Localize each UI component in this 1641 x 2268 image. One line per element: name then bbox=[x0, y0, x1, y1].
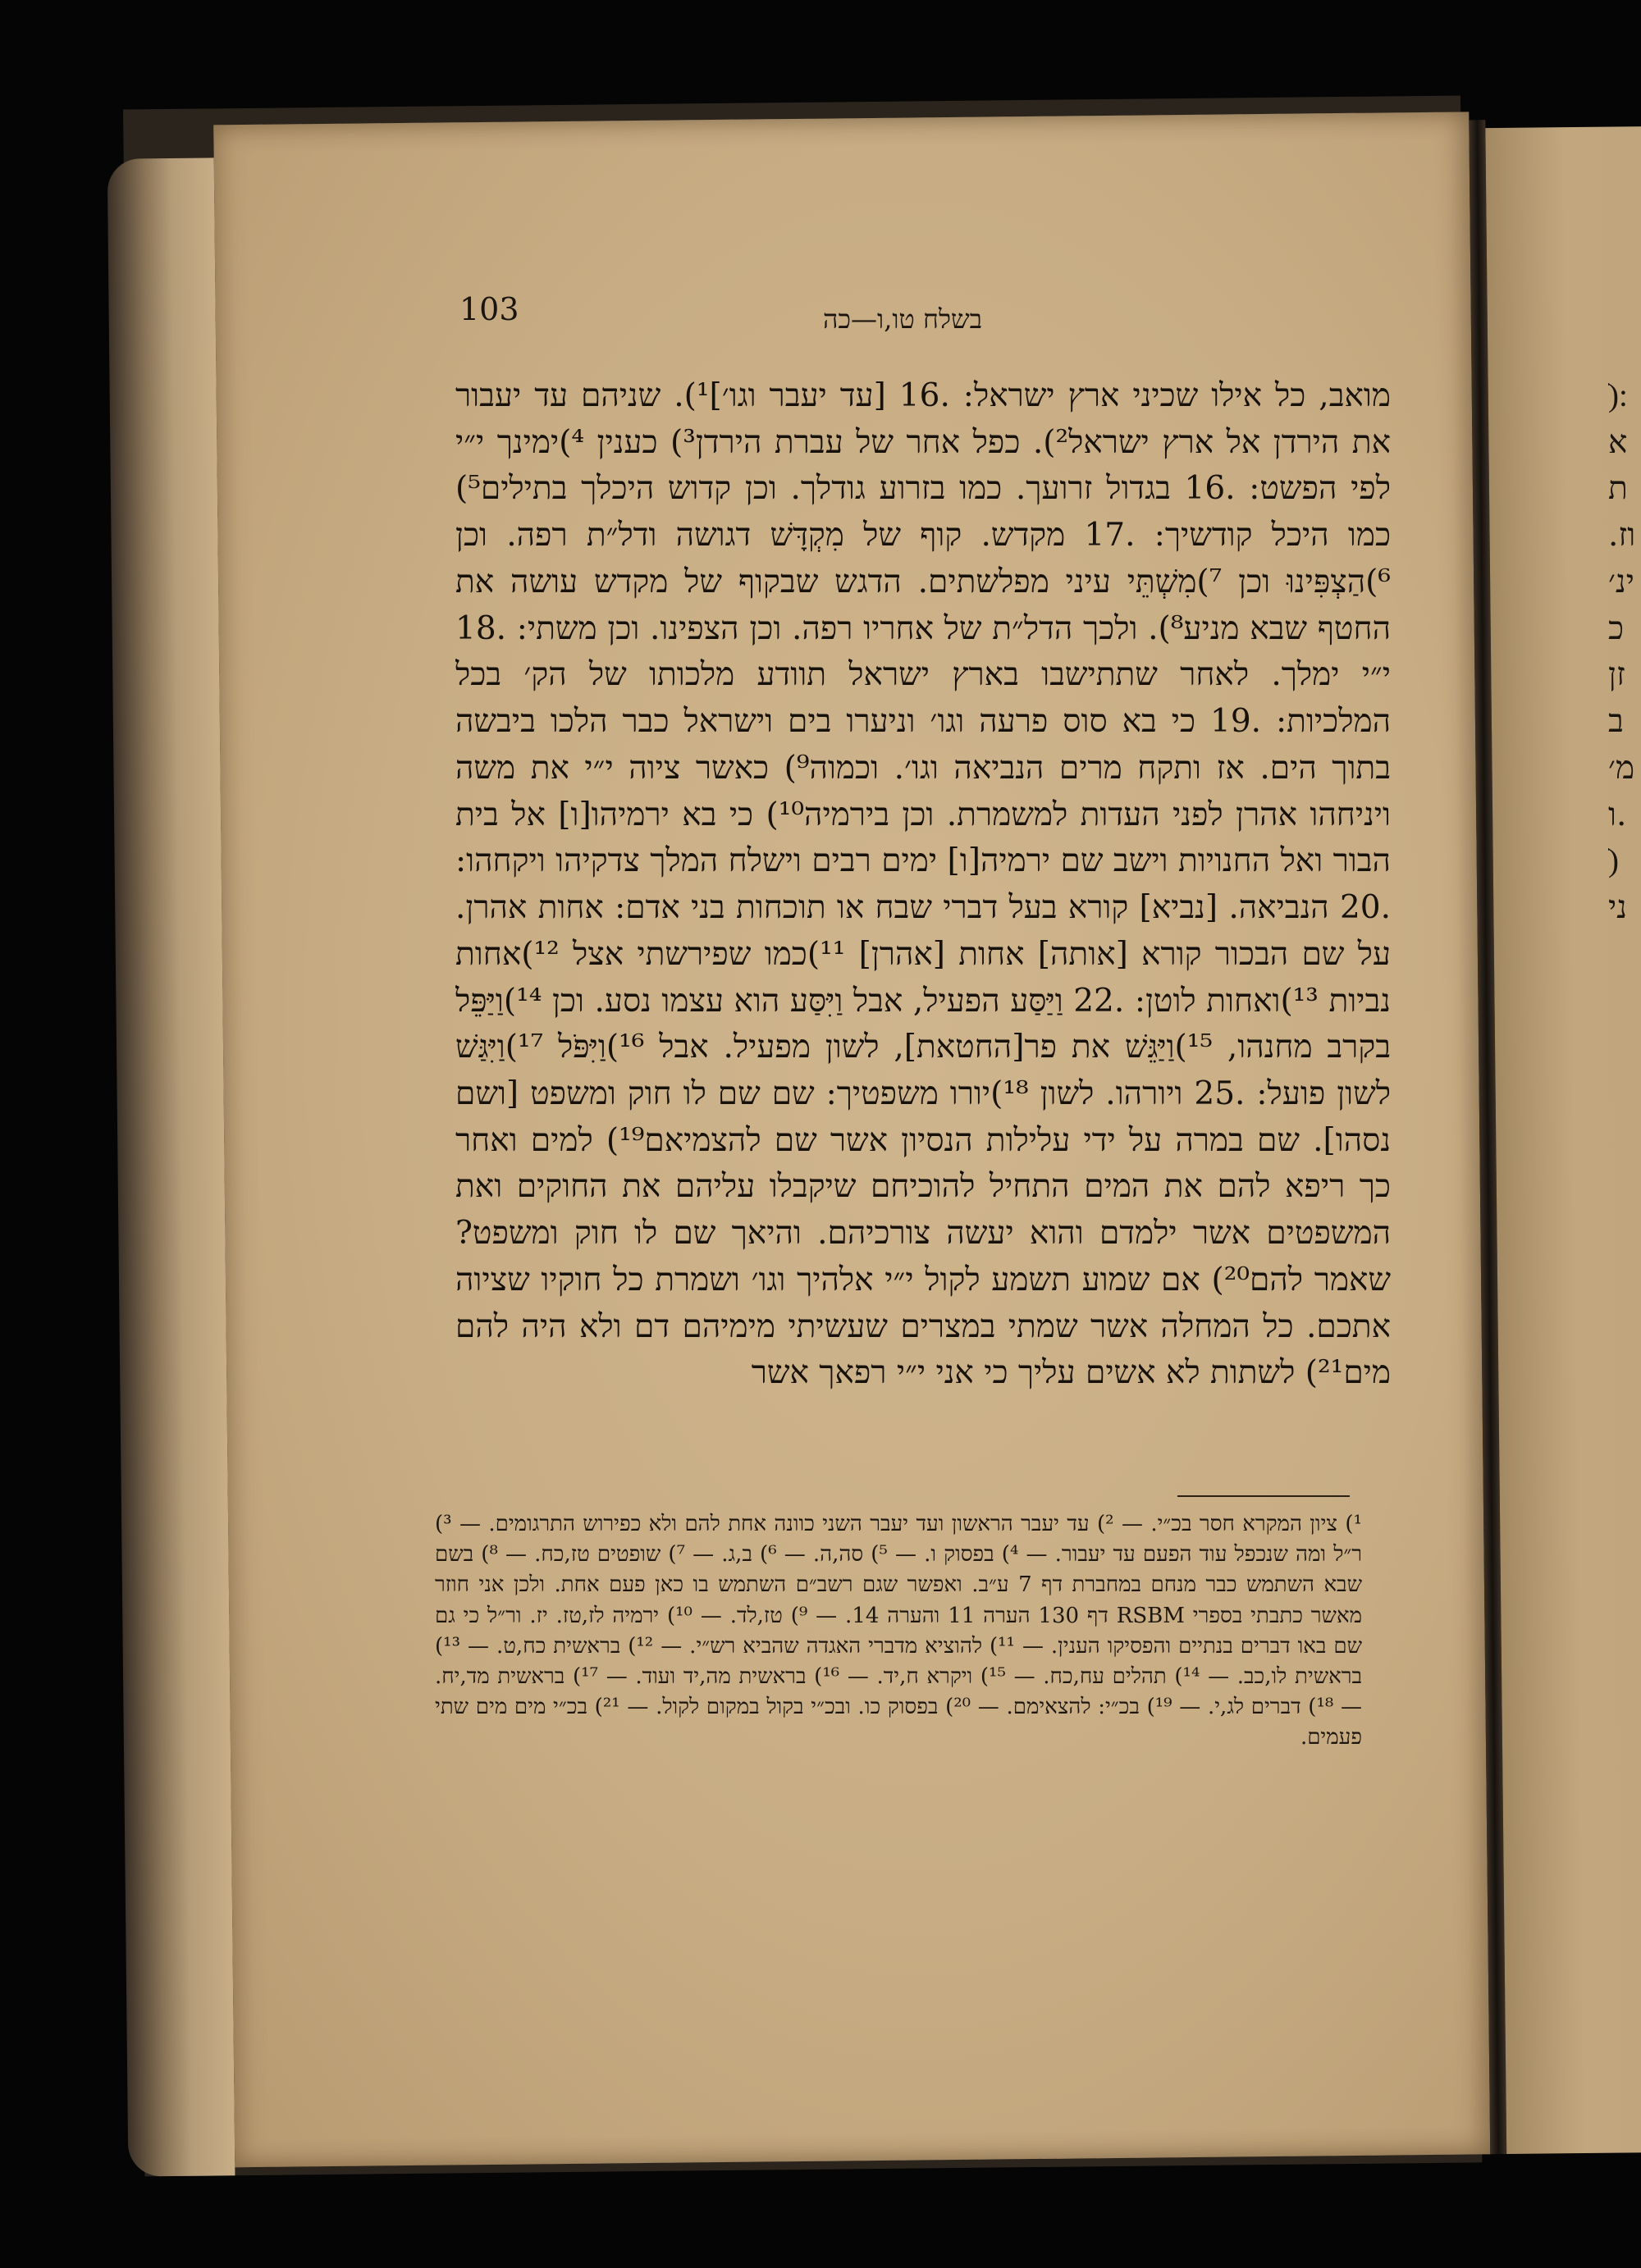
page-number: 103 bbox=[459, 291, 519, 327]
next-page-text-fragment: ׃(ׁ א ת וז. ינ׳ כ זן ב מ׳ .ו (ׁ ני bbox=[1608, 377, 1636, 927]
running-head: בשלח טו,ו—כה bbox=[822, 303, 983, 335]
book-left-edge bbox=[107, 157, 235, 2176]
main-text-paragraph: מואב, כל אילו שכיני ארץ ישראל: .16 [עד יעבר וגו׳]¹). שניהם עד יעבור את הירדן אל ארץ ישראל²). כפל אחר של עברת הירדן³) כענין ⁴)ימינך י״י לפי הפשט: .16 בגדול זרועך. כמו בזרוע גודלך. וכן קדוש היכלך בתילים⁵) כמו היכל קודשיך: .17 מקדש. קוף של מִקְדָּשׁ דגושה ודל״ת רפה. וכן ⁶)הַצְפִּינוּ וכן ⁷)מִשְׁתֵּי עיני מפלשתים. הדגש שבקוף של מקדש עושה את החטף שבא מניע⁸). ולכך הדל״ת של אחריו רפה. וכן הצפינו. וכן משתי: .18 י״י ימלך. לאחר שתתישבו בארץ ישראל תוודע מלכותו של הק׳ בכל המלכיות: .19 כי בא סוס פרעה וגו׳ וניערו בים וישראל כבר הלכו ביבשה בתוך הים. אז ותקח מרים הנביאה וגו׳. וכמוה⁹) כאשר ציוה י״י את משה ויניחהו אהרן לפני העדות למשמרת. וכן בירמיה¹⁰) כי בא ירמיהו[ו] אל בית הבור ואל החנויות וישב שם ירמיה[ו] ימים רבים וישלח המלך צדקיהו ויקחהו: .20 הנביאה. [נביא] קורא בעל דברי שבח או תוכחות בני אדם: אחות אהרן. על שם הבכור קורא [אותה] אחות [אהרן] ¹¹)כמו שפירשתי אצל ¹²)אחות נביות ¹³)ואחות לוטן: .22 וַיַּסַּע הפעיל, אבל וַיִּסַּע הוא עצמו נסע. וכן ¹⁴)וַיַּפֵּל בקרב מחנהו, ¹⁵)וַיַּגֵּשׁ את פר[החטאת], לשון מפעיל. אבל ¹⁶)וַיִּפֹּל ¹⁷)וַיִּגַּשׁ לשון פועל: .25 ויורהו. לשון ¹⁸)יורו משפטיך: שם שם לו חוק ומשפט [ושם נסהו]. שם במרה על ידי עלילות הנסיון אשר שם להצמיאם¹⁹) למים ואחר כך ריפא להם את המים התחיל להוכיחם שיקבלו עליהם את החוקים ואת המשפטים אשר ילמדם והוא יעשה צורכיהם. והיאך שם לו חוק ומשפט? שאמר להם²⁰) אם שמוע תשמע לקול י״י אלהיך וגו׳ ושמרת כל חוקיו שציוה אתכם. כל המחלה אשר שמתי במצרים שעשיתי מימיהם דם ולא היה להם מים²¹) לשתות לא אשים עליך כי אני י״י רפאך אשר bbox=[455, 377, 1391, 1392]
main-text-block bbox=[455, 373, 1391, 1464]
footnote-rule bbox=[1177, 1495, 1350, 1497]
footnotes-text: ¹) ציון המקרא חסר בכ״י. — ²) עד יעבר הראשון ועד יעבר השני כוונה אחת להם ולא כפירוש התרגומים. — ³) ר״ל ומה שנכפל עוד הפעם עד יעבור. — ⁴) בפסוק ו. — ⁵) סה,ה. — ⁶) ב,ג. — ⁷) שופטים טז,כח. — ⁸) בשם שבא השתמש כבר מנחם במחברת דף 7 ע״ב. ואפשר שגם רשב״ם השתמש בו כאן פעם אחת. ולכן אני חוזר מאשר כתבתי בספרי RSBM דף 130 הערה 11 והערה 14. — ⁹) טז,לד. — ¹⁰) ירמיה לז,טז. יז. ור״ל כי גם שם באו דברים בנתיים והפסיקו הענין. — ¹¹) להוציא מדברי האגדה שהביא רש״י. — ¹²) בראשית כח,ט. — ¹³) בראשית לו,כב. — ¹⁴) תהלים עח,כח. — ¹⁵) ויקרא ח,יד. — ¹⁶) בראשית מה,יד ועוד. — ¹⁷) בראשית מד,יח. — ¹⁸) דברים לג,י. — ¹⁹) בכ״י: להצאימם. — ²⁰) בפסוק כו. ובכ״י בקול במקום לקול. — ²¹) בכ״י מים מים שתי פעמים. bbox=[435, 1512, 1362, 1750]
footnotes-block bbox=[435, 1509, 1362, 1829]
